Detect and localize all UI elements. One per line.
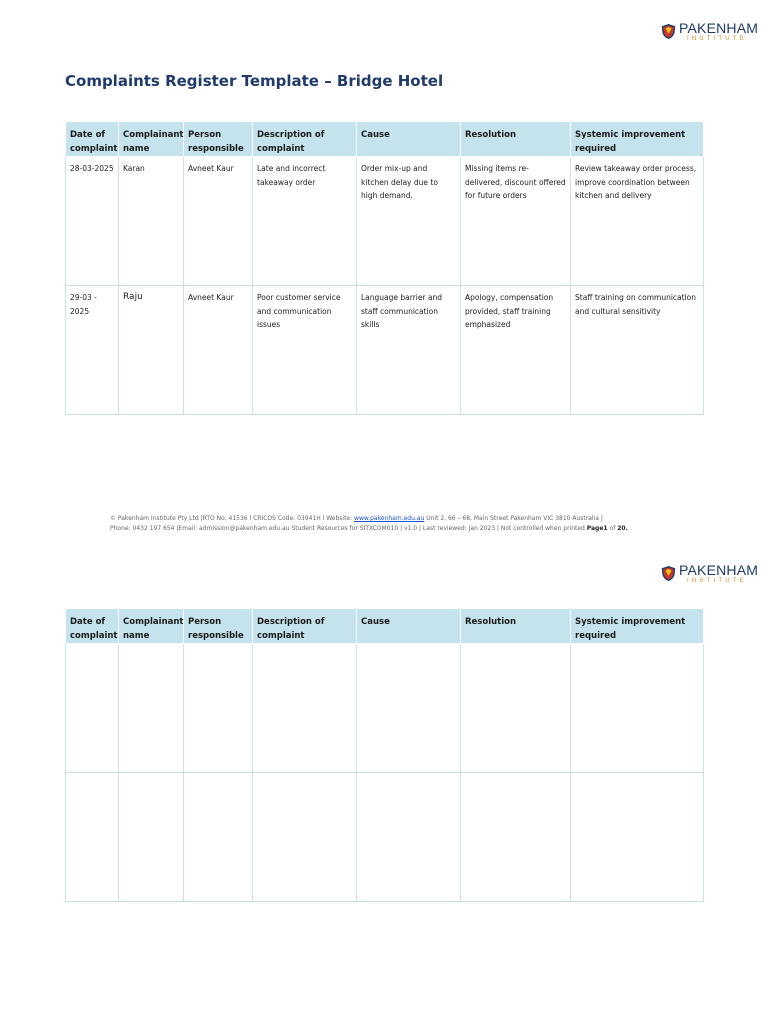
page-footer	[110, 514, 710, 534]
pakenham-logo	[661, 21, 758, 42]
cell-date: 28-03-2025	[66, 157, 119, 286]
table-row	[66, 644, 704, 773]
cell-resolution: Missing items re-delivered, discount offered for future orders	[461, 157, 571, 286]
column-header-person: Person responsible	[184, 609, 253, 644]
column-header-improvement: Systemic improvement required	[571, 609, 704, 644]
column-header-improvement: Systemic improvement required	[571, 122, 704, 157]
empty-cell[interactable]	[184, 644, 253, 773]
table-header-row	[66, 122, 704, 157]
table-row	[66, 286, 704, 415]
column-header-resolution: Resolution	[461, 122, 571, 157]
complaints-register-table-blank	[65, 608, 704, 902]
page-number: 1	[603, 525, 608, 532]
empty-cell[interactable]	[253, 773, 357, 902]
column-header-complainant: Complainant name	[119, 609, 184, 644]
logo-subtext: INSTITUTE	[687, 578, 747, 584]
cell-cause: Order mix-up and kitchen delay due to high demand.	[357, 157, 461, 286]
cell-resolution: Apology, compensation provided, staff training emphasized	[461, 286, 571, 415]
cell-person: Avneet Kaur	[184, 286, 253, 415]
logo-text: PAKENHAM	[679, 20, 759, 36]
empty-cell[interactable]	[357, 644, 461, 773]
empty-cell[interactable]	[253, 644, 357, 773]
footer-line-2: Phone: 0432 197 654 |Email: admission@pakenham.edu.au Student Resources for SITXCOM010 | v1.0 | Last reviewed: Jan 2023 | Not controlled when printed Page1 of 20.	[110, 525, 628, 532]
logo-subtext: INSTITUTE	[687, 36, 747, 42]
cell-improvement: Review takeaway order process, improve coordination between kitchen and delivery	[571, 157, 704, 286]
column-header-resolution: Resolution	[461, 609, 571, 644]
empty-cell[interactable]	[66, 644, 119, 773]
pakenham-logo	[661, 563, 758, 584]
cell-improvement: Staff training on communication and cultural sensitivity	[571, 286, 704, 415]
column-header-date: Date of complaint	[66, 122, 119, 157]
table-row	[66, 773, 704, 902]
complaints-register-table	[65, 121, 704, 415]
empty-cell[interactable]	[571, 644, 704, 773]
empty-cell[interactable]	[571, 773, 704, 902]
table-row	[66, 157, 704, 286]
empty-cell[interactable]	[119, 773, 184, 902]
cell-name: Karan	[119, 157, 184, 286]
column-header-cause: Cause	[357, 122, 461, 157]
cell-name: Raju	[119, 286, 184, 415]
footer-line-1: © Pakenham Institute Pty Ltd |RTO No. 41536 l CRICOS Code: 03941H l Website: www.pakenham.edu.au Unit 2, 66 – 68, Main Street Pakenham VIC 3810 Australia |	[110, 515, 603, 522]
cell-description: Late and incorrect takeaway order	[253, 157, 357, 286]
pakenham-shield-icon	[661, 565, 676, 582]
pakenham-shield-icon	[661, 23, 676, 40]
logo-text: PAKENHAM	[679, 562, 759, 578]
column-header-description: Description of complaint	[253, 122, 357, 157]
cell-date: 29-03 - 2025	[66, 286, 119, 415]
empty-cell[interactable]	[357, 773, 461, 902]
column-header-description: Description of complaint	[253, 609, 357, 644]
page-title: Complaints Register Template – Bridge Hotel	[65, 72, 444, 90]
website-link[interactable]: www.pakenham.edu.au	[354, 515, 425, 522]
column-header-cause: Cause	[357, 609, 461, 644]
cell-cause: Language barrier and staff communication skills	[357, 286, 461, 415]
column-header-person: Person responsible	[184, 122, 253, 157]
empty-cell[interactable]	[119, 644, 184, 773]
column-header-date: Date of complaint	[66, 609, 119, 644]
cell-description: Poor customer service and communication issues	[253, 286, 357, 415]
empty-cell[interactable]	[66, 773, 119, 902]
column-header-complainant: Complainant name	[119, 122, 184, 157]
empty-cell[interactable]	[184, 773, 253, 902]
cell-person: Avneet Kaur	[184, 157, 253, 286]
page-total: 20.	[617, 525, 628, 532]
empty-cell[interactable]	[461, 644, 571, 773]
table-header-row	[66, 609, 704, 644]
empty-cell[interactable]	[461, 773, 571, 902]
